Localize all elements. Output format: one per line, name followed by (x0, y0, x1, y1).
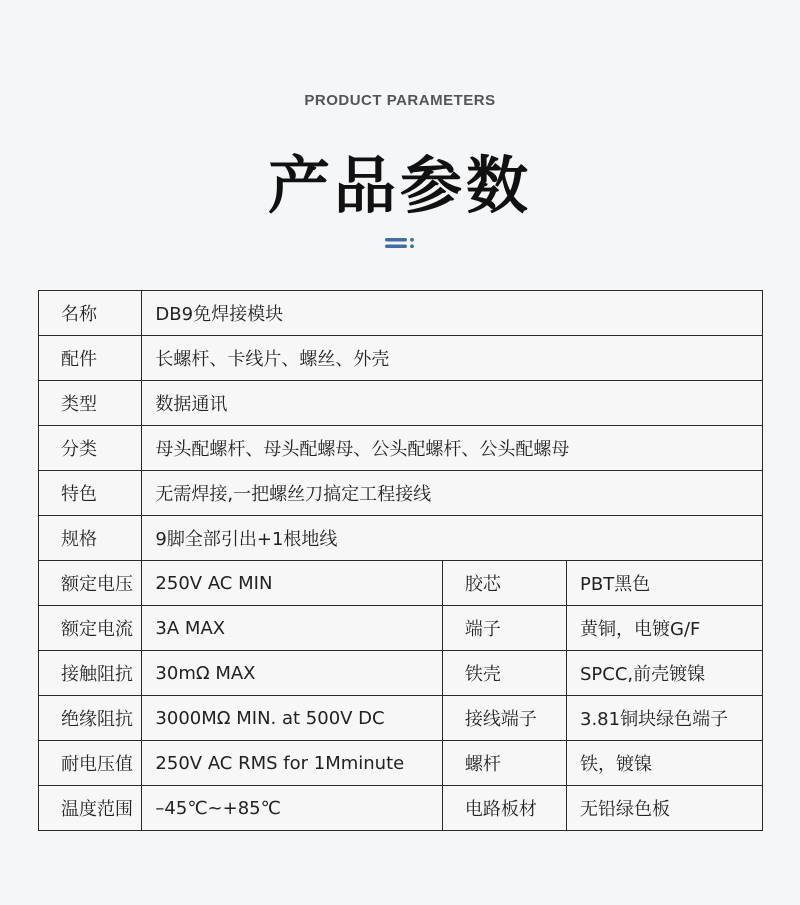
spec-value: 无铅绿色板 (567, 786, 763, 831)
spec-label: 类型 (39, 381, 142, 426)
table-row (39, 381, 763, 426)
table-row (39, 471, 763, 516)
spec-label: 胶芯 (442, 561, 566, 606)
spec-value: PBT黑色 (567, 561, 763, 606)
spec-label: 螺杆 (442, 741, 566, 786)
spec-value: 3.81铜块绿色端子 (567, 696, 763, 741)
table-row (39, 516, 763, 561)
spec-label: 绝缘阻抗 (39, 696, 142, 741)
spec-label: 铁壳 (442, 651, 566, 696)
spec-label: 分类 (39, 426, 142, 471)
spec-value: 无需焊接,一把螺丝刀搞定工程接线 (142, 471, 763, 516)
table-row (39, 426, 763, 471)
table-row (39, 606, 763, 651)
spec-value: 250V AC MIN (142, 561, 442, 606)
table-row (39, 291, 763, 336)
spec-value: 30mΩ MAX (142, 651, 442, 696)
spec-value: 3000MΩ MIN. at 500V DC (142, 696, 442, 741)
spec-value: 250V AC RMS for 1Mminute (142, 741, 442, 786)
spec-value: –45℃~+85℃ (142, 786, 442, 831)
double-line-dots-icon (383, 236, 417, 250)
spec-value: SPCC,前壳镀镍 (567, 651, 763, 696)
table-row (39, 561, 763, 606)
spec-value: 铁，镀镍 (567, 741, 763, 786)
spec-value: DB9免焊接模块 (142, 291, 763, 336)
spec-value: 母头配螺杆、母头配螺母、公头配螺杆、公头配螺母 (142, 426, 763, 471)
page-title: 产品参数 (267, 149, 532, 222)
table-row (39, 336, 763, 381)
table-row (39, 741, 763, 786)
spec-label: 额定电压 (39, 561, 142, 606)
spec-value: 数据通讯 (142, 381, 763, 426)
spec-label: 耐电压值 (39, 741, 142, 786)
spec-label: 温度范围 (39, 786, 142, 831)
product-parameters-table (38, 290, 763, 831)
spec-label: 电路板材 (442, 786, 566, 831)
spec-value: 黄铜，电镀G/F (567, 606, 763, 651)
table-row (39, 786, 763, 831)
table-row (39, 651, 763, 696)
spec-label: 配件 (39, 336, 142, 381)
spec-value: 9脚全部引出+1根地线 (142, 516, 763, 561)
spec-label: 端子 (442, 606, 566, 651)
spec-label: 特色 (39, 471, 142, 516)
spec-label: 额定电流 (39, 606, 142, 651)
spec-label: 名称 (39, 291, 142, 336)
spec-label: 接线端子 (442, 696, 566, 741)
spec-value: 长螺杆、卡线片、螺丝、外壳 (142, 336, 763, 381)
table-row (39, 696, 763, 741)
spec-value: 3A MAX (142, 606, 442, 651)
spec-label: 规格 (39, 516, 142, 561)
section-subtitle: PRODUCT PARAMETERS (304, 92, 496, 109)
spec-label: 接触阻抗 (39, 651, 142, 696)
